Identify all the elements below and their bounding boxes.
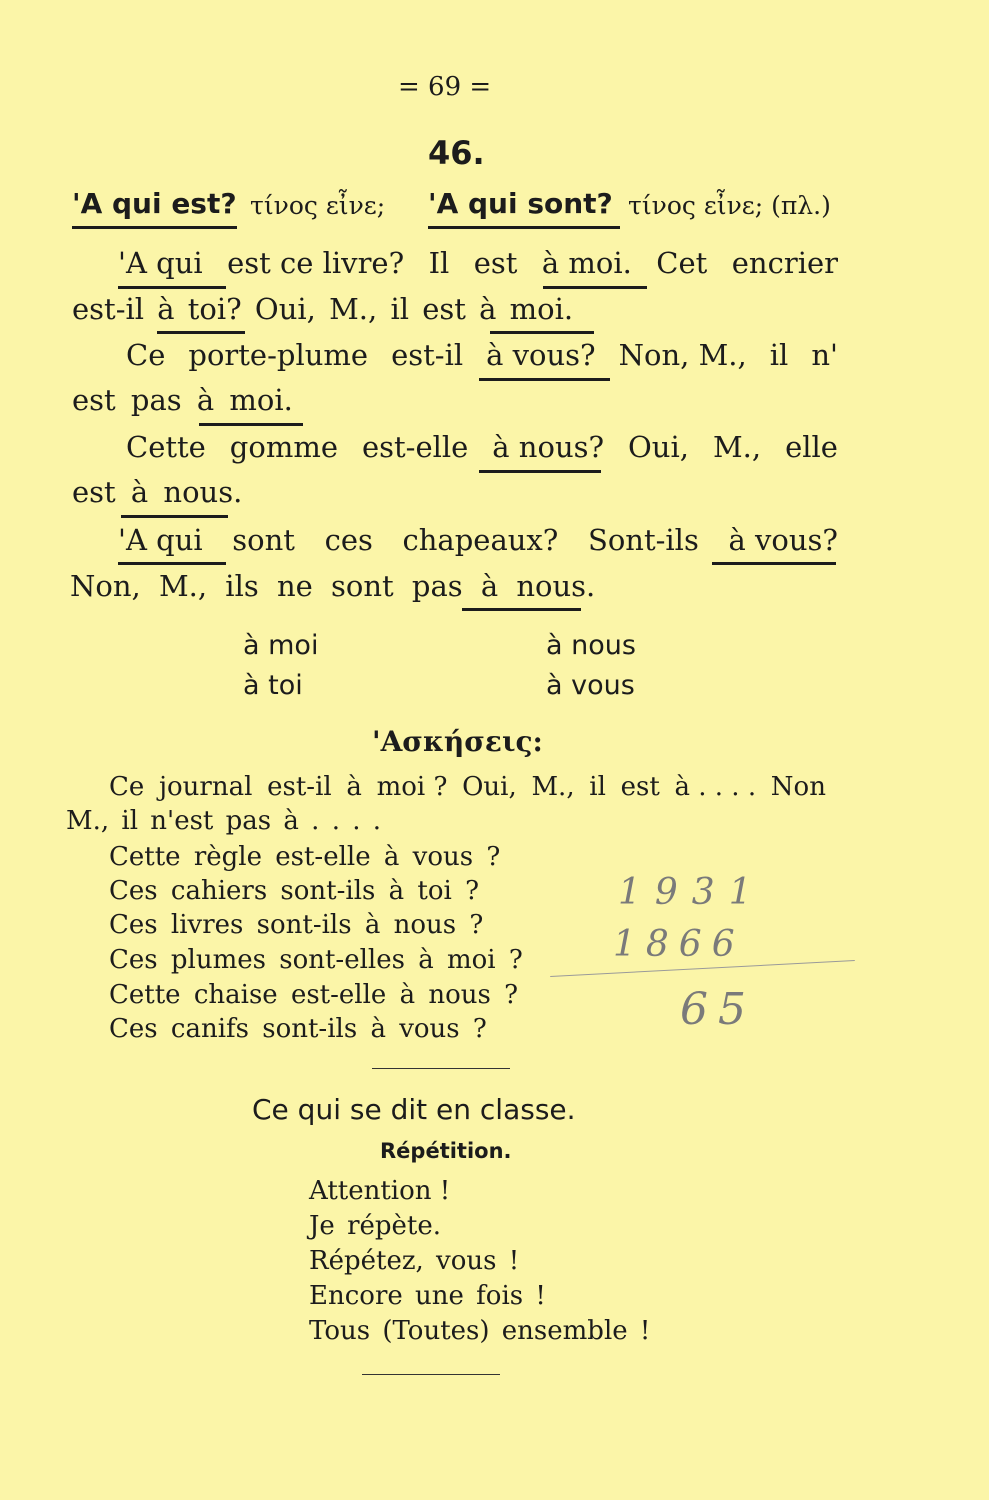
text-segment: Non, M., bbox=[618, 338, 747, 372]
classroom-subheading: Répétition. bbox=[380, 1139, 512, 1163]
text-segment: est-il bbox=[267, 772, 332, 802]
text-segment: est bbox=[473, 246, 518, 280]
text-segment: est ce livre? bbox=[227, 246, 405, 280]
title-greek-singular: τίνος εἶνε; bbox=[250, 191, 386, 220]
pronoun-toi: à toi bbox=[243, 670, 303, 701]
text-segment: Non bbox=[770, 772, 826, 802]
text-segment: Ce bbox=[126, 338, 166, 372]
underline bbox=[479, 378, 610, 381]
exercises-heading: 'Ασκήσεις: bbox=[372, 725, 543, 758]
paragraph4-line1 bbox=[118, 523, 838, 557]
title-french-singular: 'A qui est? bbox=[72, 187, 237, 220]
exercise-item: Ces cahiers sont-ils à toi ? bbox=[109, 876, 480, 906]
paragraph2-line1 bbox=[126, 338, 838, 372]
text-segment: encrier bbox=[731, 246, 838, 280]
underline bbox=[479, 470, 601, 473]
text-segment: chapeaux? bbox=[402, 523, 559, 557]
text-segment: 'A qui bbox=[118, 246, 203, 280]
text-segment: M., bbox=[712, 430, 762, 464]
text-segment: moi ? bbox=[376, 772, 448, 802]
text-segment: Oui, bbox=[628, 430, 689, 464]
text-segment: Cet bbox=[656, 246, 708, 280]
section-divider bbox=[372, 1068, 510, 1069]
classroom-phrase: Encore une fois ! bbox=[309, 1281, 546, 1311]
text-segment: à nous? bbox=[492, 430, 605, 464]
underline bbox=[118, 286, 226, 289]
classroom-heading: Ce qui se dit en classe. bbox=[252, 1093, 576, 1126]
underline bbox=[490, 331, 594, 334]
classroom-phrase: Répétez, vous ! bbox=[309, 1246, 520, 1276]
pronoun-moi: à moi bbox=[243, 630, 319, 661]
title-greek-plural: τίνος εἶνε; (πλ.) bbox=[628, 191, 831, 220]
text-segment: gomme bbox=[229, 430, 338, 464]
text-segment: Sont-ils bbox=[587, 523, 699, 557]
text-segment: Ce bbox=[109, 772, 145, 802]
pronoun-nous: à nous bbox=[546, 630, 636, 661]
underline bbox=[157, 331, 245, 334]
underline bbox=[543, 286, 647, 289]
underline bbox=[712, 562, 836, 565]
pronoun-vous: à vous bbox=[546, 670, 635, 701]
text-segment: journal bbox=[158, 772, 253, 802]
text-segment: est bbox=[620, 772, 660, 802]
text-segment: Oui, bbox=[462, 772, 517, 802]
underline bbox=[118, 562, 226, 565]
text-segment: est-il bbox=[391, 338, 464, 372]
classroom-phrase: Attention ! bbox=[309, 1176, 451, 1206]
text-segment: à vous? bbox=[728, 523, 838, 557]
text-segment: n' bbox=[811, 338, 838, 372]
underline bbox=[121, 515, 228, 518]
text-segment: Il bbox=[428, 246, 450, 280]
text-segment: 'A qui bbox=[118, 523, 203, 557]
paragraph1-line1 bbox=[118, 246, 838, 280]
paragraph2-line2: est pas à moi. bbox=[72, 383, 293, 417]
classroom-phrase: Tous (Toutes) ensemble ! bbox=[309, 1316, 651, 1346]
text-segment: il bbox=[769, 338, 789, 372]
text-segment: elle bbox=[785, 430, 838, 464]
title-french-plural: 'A qui sont? bbox=[428, 187, 613, 220]
classroom-phrase: Je répète. bbox=[309, 1211, 442, 1241]
exercise-item: Cette règle est-elle à vous ? bbox=[109, 842, 501, 872]
text-segment: est-elle bbox=[361, 430, 469, 464]
text-segment: porte-plume bbox=[188, 338, 369, 372]
paragraph1-line2: est-il à toi? Oui, M., il est à moi. bbox=[72, 292, 574, 326]
title-underline-2 bbox=[428, 226, 620, 229]
exercise-second-line: M., il n'est pas à . . . . bbox=[66, 806, 382, 836]
text-segment: à moi. bbox=[541, 246, 632, 280]
text-segment: ces bbox=[324, 523, 373, 557]
text-segment: M., bbox=[531, 772, 575, 802]
exercise-item: Cette chaise est-elle à nous ? bbox=[109, 980, 519, 1010]
lesson-number: 46. bbox=[428, 134, 485, 172]
exercise-item: Ces livres sont-ils à nous ? bbox=[109, 910, 484, 940]
bottom-divider bbox=[362, 1374, 500, 1375]
text-segment: sont bbox=[232, 523, 295, 557]
text-segment: Cette bbox=[126, 430, 206, 464]
paragraph3-line1 bbox=[126, 430, 838, 464]
exercise-item: Ces canifs sont-ils à vous ? bbox=[109, 1014, 487, 1044]
underline bbox=[462, 608, 581, 611]
handwritten-note: 65 bbox=[680, 984, 756, 1035]
paragraph3-line2: est à nous. bbox=[72, 475, 243, 509]
exercise-first-line bbox=[109, 772, 826, 802]
handwritten-note: 1931 bbox=[618, 872, 766, 913]
text-segment: à vous? bbox=[486, 338, 596, 372]
text-segment: à . . . . bbox=[674, 772, 757, 802]
exercise-item: Ces plumes sont-elles à moi ? bbox=[109, 945, 523, 975]
text-segment: à bbox=[346, 772, 362, 802]
title-underline-1 bbox=[72, 226, 237, 229]
paragraph4-line2: Non, M., ils ne sont pas à nous. bbox=[70, 569, 596, 603]
page-number: = 69 = bbox=[398, 72, 492, 102]
handwritten-note: 1866 bbox=[613, 924, 745, 965]
underline bbox=[199, 423, 303, 426]
text-segment: il bbox=[589, 772, 606, 802]
